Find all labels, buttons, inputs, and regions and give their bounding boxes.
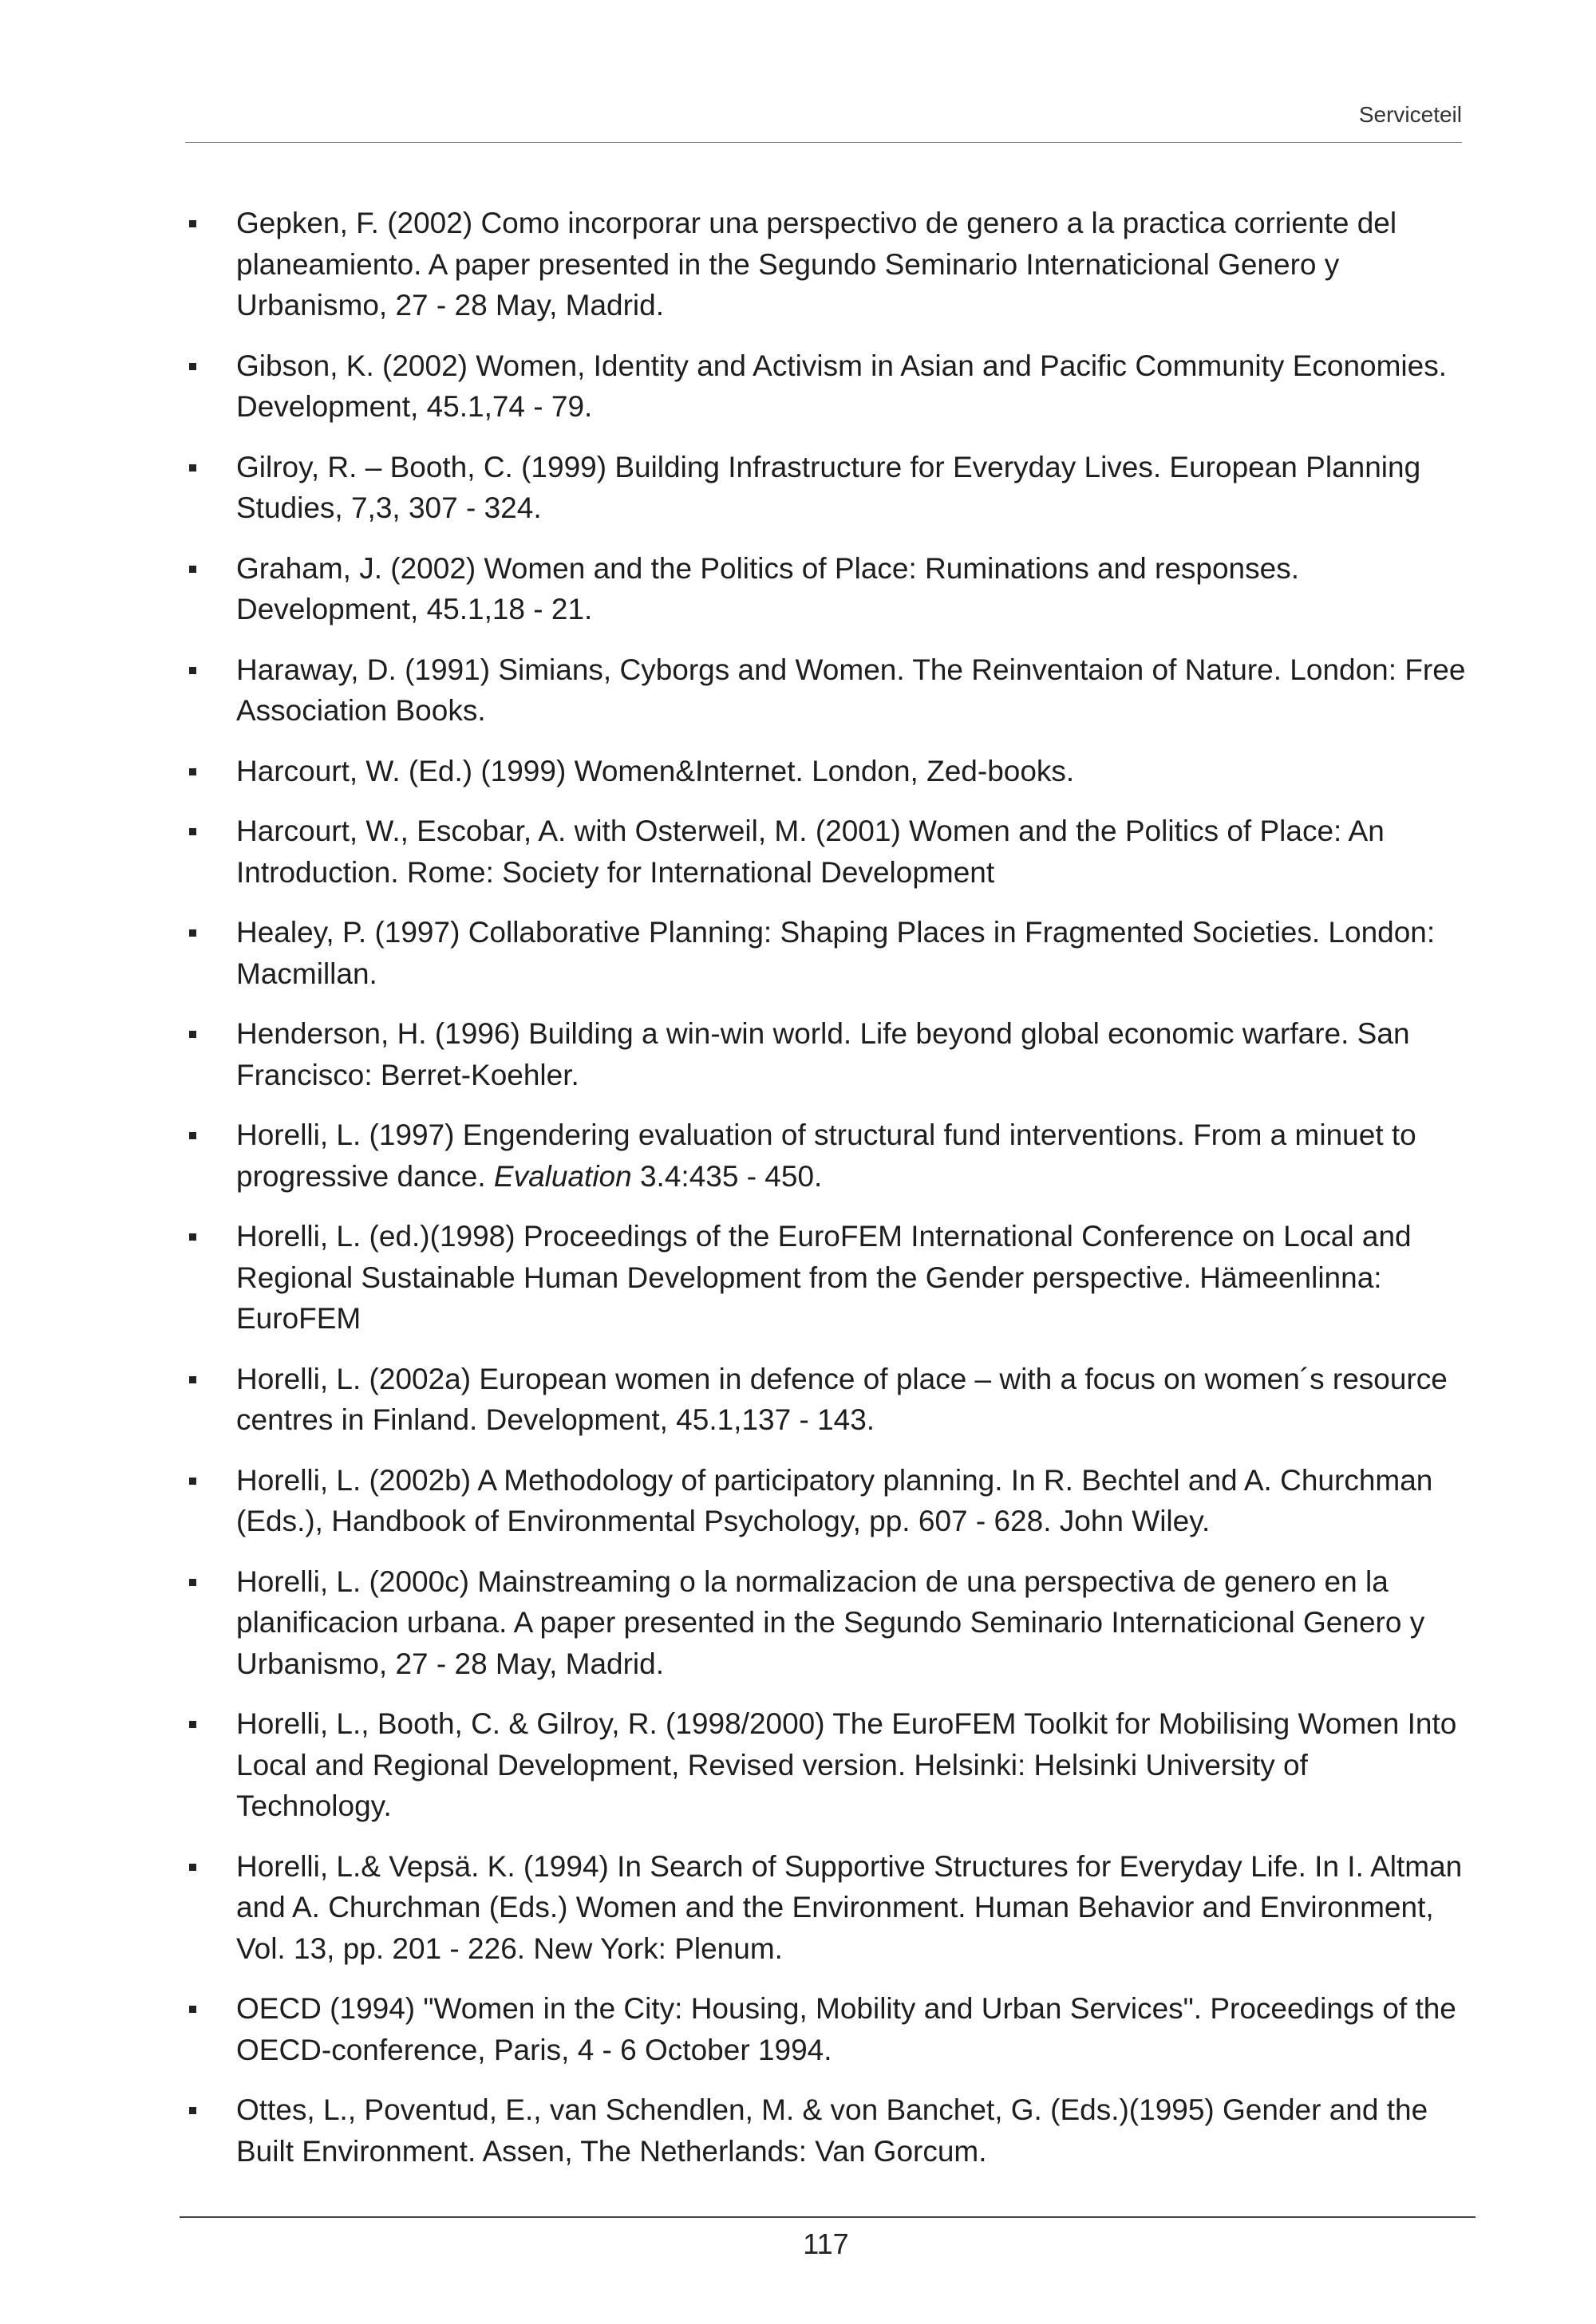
bullet-icon — [189, 1376, 196, 1383]
reference-text: Haraway, D. (1991) Simians, Cyborgs and Women. The Reinventaion of Nature. London: Free Association Books. — [236, 653, 1466, 727]
bullet-icon — [189, 1132, 196, 1139]
bullet-icon — [189, 2107, 196, 2114]
footer-divider — [180, 2216, 1476, 2218]
reference-item — [236, 912, 1469, 994]
reference-item — [236, 203, 1469, 326]
bullet-icon — [189, 566, 196, 573]
reference-text: Horelli, L. (ed.)(1998) Proceedings of the EuroFEM International Conference on Local and Regional Sustainable Human Development from the Gender perspective. Hämeenlinna: EuroFEM — [236, 1220, 1412, 1335]
reference-text: Horelli, L. (2002a) European women in defence of place – with a focus on women´s resource centres in Finland. Development, 45.1,137 - 143. — [236, 1362, 1448, 1436]
bullet-icon — [189, 1579, 196, 1586]
reference-text-after: 3.4:435 - 450. — [631, 1159, 823, 1193]
reference-text: Horelli, L., Booth, C. & Gilroy, R. (1998/2000) The EuroFEM Toolkit for Mobilising Women Into Local and Regional Development, Revised version. Helsinki: Helsinki University of Technology. — [236, 1707, 1457, 1822]
header-divider — [185, 142, 1462, 143]
reference-text: Horelli, L.& Vepsä. K. (1994) In Search of Supportive Structures for Everyday Life. In I. Altman and A. Churchman (Eds.) Women and the Environment. Human Behavior and Environment, Vol. 13, pp. 201 - 226. New York: Plenum. — [236, 1849, 1463, 1965]
bullet-icon — [189, 220, 196, 227]
reference-text: Gilroy, R. – Booth, C. (1999) Building Infrastructure for Everyday Lives. European Planning Studies, 7,3, 307 - 324. — [236, 450, 1421, 524]
running-header: Serviceteil — [1358, 102, 1462, 127]
reference-list — [236, 203, 1469, 2191]
reference-text: Horelli, L. (2000c) Mainstreaming o la normalizacion de una perspectiva de genero en la planificacion urbana. A paper presented in the Segundo Seminario Internaticional Genero y Urbanismo, 27 - 28 May, Madrid. — [236, 1564, 1425, 1680]
reference-item — [236, 1703, 1469, 1827]
reference-item — [236, 447, 1469, 529]
bullet-icon — [189, 768, 196, 775]
reference-item — [236, 548, 1469, 630]
bullet-icon — [189, 1864, 196, 1871]
reference-text: Horelli, L. (2002b) A Methodology of participatory planning. In R. Bechtel and A. Churchman (Eds.), Handbook of Environmental Psychology, pp. 607 - 628. John Wiley. — [236, 1463, 1433, 1537]
reference-text: Ottes, L., Poventud, E., van Schendlen, M. & von Banchet, G. (Eds.)(1995) Gender and the Built Environment. Assen, The Netherlands: Van Gorcum. — [236, 2093, 1428, 2168]
reference-item — [236, 1561, 1469, 1685]
reference-text: Henderson, H. (1996) Building a win-win world. Life beyond global economic warfare. San Francisco: Berret-Koehler. — [236, 1017, 1410, 1091]
bullet-icon — [189, 667, 196, 674]
reference-text: Harcourt, W. (Ed.) (1999) Women&Internet. London, Zed-books. — [236, 754, 1075, 787]
bullet-icon — [189, 929, 196, 937]
reference-item — [236, 2089, 1469, 2172]
reference-item — [236, 811, 1469, 893]
reference-item — [236, 345, 1469, 428]
bullet-icon — [189, 1721, 196, 1728]
reference-item — [236, 1359, 1469, 1441]
reference-text: Gepken, F. (2002) Como incorporar una perspectivo de genero a la practica corriente del planeamiento. A paper presented in the Segundo Seminario Internaticional Genero y Urbanismo, 27 - 28 May, Madrid. — [236, 207, 1397, 322]
page-number: 117 — [803, 2227, 849, 2260]
reference-item — [236, 1988, 1469, 2070]
reference-text: Graham, J. (2002) Women and the Politics of Place: Ruminations and responses. Development, 45.1,18 - 21. — [236, 551, 1299, 625]
bullet-icon — [189, 363, 196, 370]
reference-item — [236, 1216, 1469, 1340]
bullet-icon — [189, 828, 196, 835]
bullet-icon — [189, 1478, 196, 1485]
reference-text: Healey, P. (1997) Collaborative Planning: Shaping Places in Fragmented Societies. London: Macmillan. — [236, 916, 1436, 990]
journal-title: Evaluation — [493, 1159, 632, 1193]
reference-text: Gibson, K. (2002) Women, Identity and Activism in Asian and Pacific Community Economies. Development, 45.1,74 - 79. — [236, 349, 1447, 423]
reference-text: OECD (1994) "Women in the City: Housing, Mobility and Urban Services". Proceedings of the OECD-conference, Paris, 4 - 6 October 1994. — [236, 1992, 1456, 2066]
bullet-icon — [189, 2006, 196, 2013]
bullet-icon — [189, 1233, 196, 1241]
reference-item — [236, 1013, 1469, 1095]
bullet-icon — [189, 1031, 196, 1038]
reference-item — [236, 751, 1469, 792]
reference-text-before: Horelli, L. (1997) Engendering evaluation of structural fund interventions. From a minuet to progressive dance. — [236, 1119, 1416, 1193]
reference-item — [236, 1115, 1469, 1197]
reference-text: Harcourt, W., Escobar, A. with Osterweil, M. (2001) Women and the Politics of Place: An Introduction. Rome: Society for International Development — [236, 815, 1385, 889]
bullet-icon — [189, 464, 196, 472]
reference-item — [236, 1846, 1469, 1970]
reference-item — [236, 649, 1469, 732]
reference-item — [236, 1460, 1469, 1542]
